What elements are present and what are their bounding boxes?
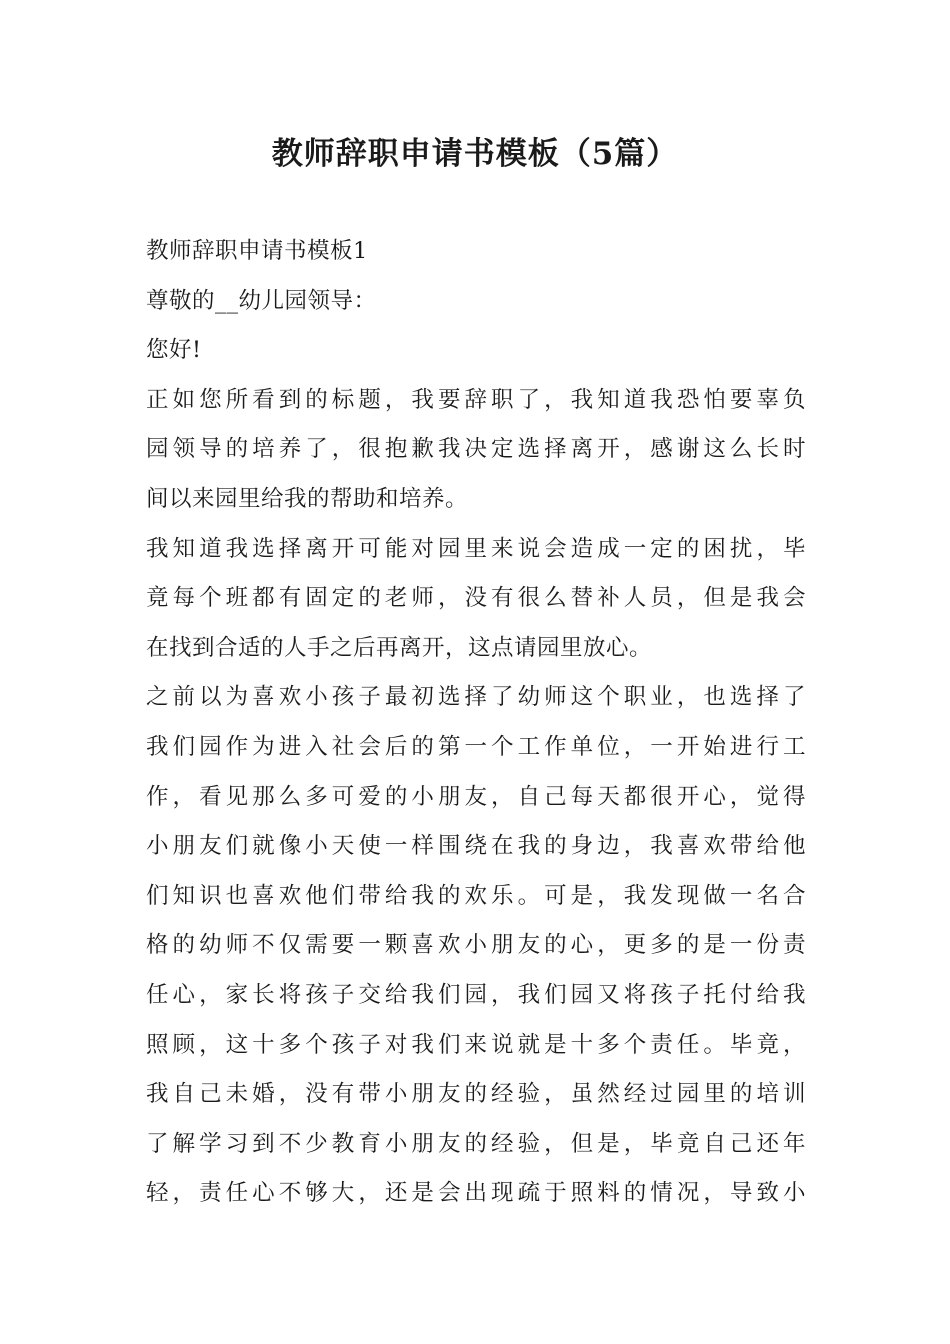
body-line: 间以来园里给我的帮助和培养。 — [146, 485, 469, 512]
body-line: 作，看见那么多可爱的小朋友，自己每天都很开心，觉得 — [146, 783, 806, 810]
body-line: 轻，责任心不够大，还是会出现疏于照料的情况，导致小 — [146, 1180, 806, 1207]
body-line: 任心，家长将孩子交给我们园，我们园又将孩子托付给我 — [146, 981, 806, 1008]
body-line: 教师辞职申请书模板1 — [146, 238, 368, 264]
body-line: 正如您所看到的标题，我要辞职了，我知道我恐怕要辜负 — [146, 386, 806, 413]
document-body — [146, 227, 806, 1219]
body-line: 之前以为喜欢小孩子最初选择了幼师这个职业，也选择了 — [146, 684, 806, 711]
body-line: 您好! — [146, 337, 202, 364]
body-line: 小朋友们就像小天使一样围绕在我的身边，我喜欢带给他 — [146, 833, 806, 860]
body-line: 了解学习到不少教育小朋友的经验，但是，毕竟自己还年 — [146, 1130, 806, 1157]
body-line: 们知识也喜欢他们带给我的欢乐。可是，我发现做一名合 — [146, 882, 806, 909]
body-line: 格的幼师不仅需要一颗喜欢小朋友的心，更多的是一份责 — [146, 932, 806, 959]
body-line: 竟每个班都有固定的老师，没有很么替补人员，但是我会 — [146, 585, 806, 612]
document-title: 教师辞职申请书模板（5篇） — [271, 136, 679, 172]
body-line: 尊敬的__幼儿园领导： — [146, 287, 377, 314]
body-line: 我们园作为进入社会后的第一个工作单位，一开始进行工 — [146, 733, 806, 760]
body-line: 园领导的培养了，很抱歉我决定选择离开，感谢这么长时 — [146, 436, 806, 463]
body-line: 照顾，这十多个孩子对我们来说就是十多个责任。毕竟， — [146, 1031, 806, 1058]
body-line: 我自己未婚，没有带小朋友的经验，虽然经过园里的培训 — [146, 1081, 806, 1108]
body-line: 在找到合适的人手之后再离开，这点请园里放心。 — [146, 634, 653, 661]
body-line: 我知道我选择离开可能对园里来说会造成一定的困扰，毕 — [146, 535, 806, 562]
